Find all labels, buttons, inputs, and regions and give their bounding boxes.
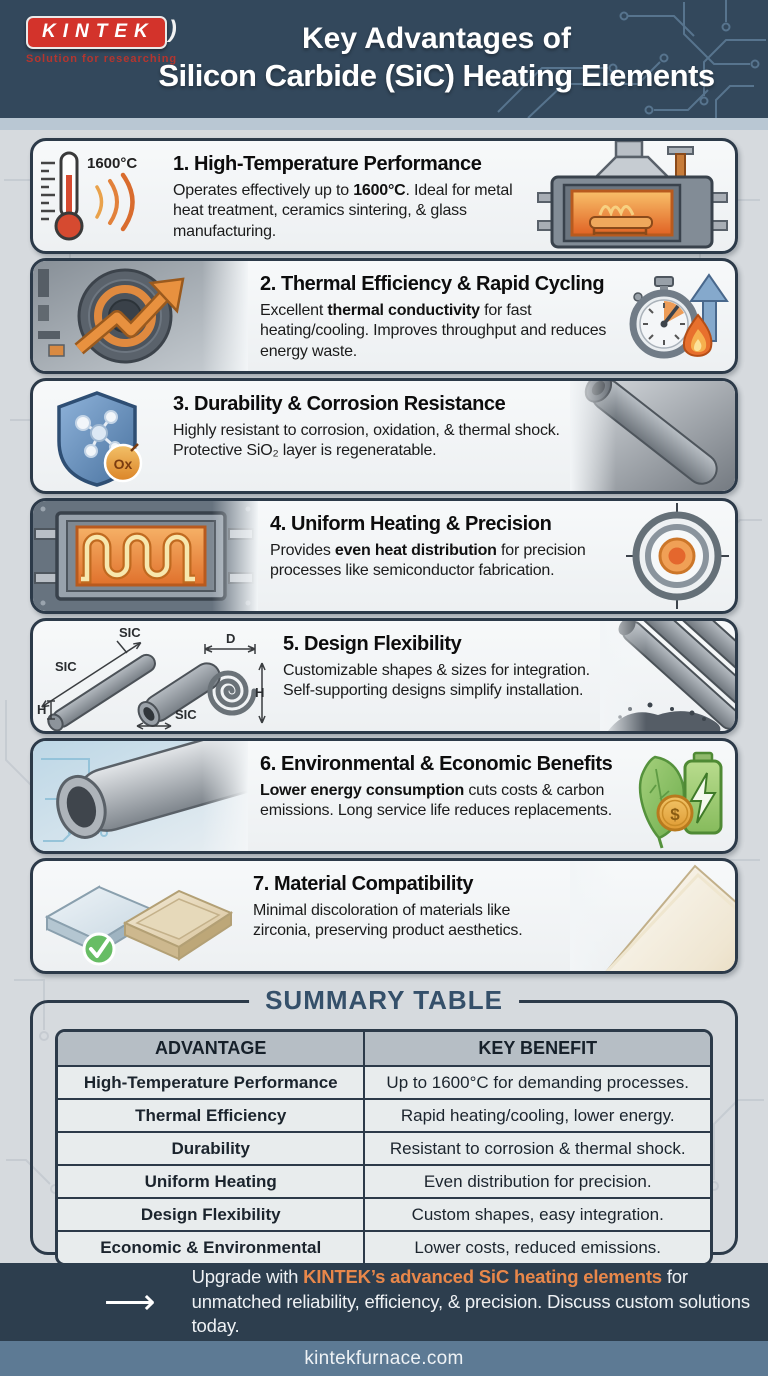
- card-6-body: [260, 781, 621, 822]
- card-5-body: [283, 661, 596, 702]
- card-3-body: [173, 421, 566, 462]
- card-3-title: 3. Durability & Corrosion Resistance: [173, 393, 506, 415]
- leaf-battery-icon: [625, 741, 735, 851]
- column-header-key-benefit: KEY BENEFIT: [364, 1032, 710, 1066]
- header-divider-strip: [0, 118, 768, 130]
- kintek-logo-mark: ): [168, 16, 177, 43]
- sic-tube-photo: [570, 381, 735, 491]
- table-row: [58, 1198, 710, 1231]
- card-environmental: [30, 738, 738, 854]
- page-title: [120, 22, 753, 95]
- table-cell-advantage: Thermal Efficiency: [58, 1099, 364, 1132]
- dollar-coin-label: $: [670, 805, 680, 824]
- thermometer-icon: [33, 141, 161, 251]
- table-cell-advantage: Durability: [58, 1132, 364, 1165]
- card-uniform-heating: [30, 498, 738, 614]
- website-link[interactable]: kintekfurnace.com: [304, 1347, 464, 1369]
- table-cell-benefit: Up to 1600°C for demanding processes.: [364, 1066, 710, 1099]
- cta-highlight: KINTEK’s advanced SiC heating elements: [303, 1266, 662, 1288]
- cta-banner: [0, 1263, 768, 1341]
- table-row: [58, 1132, 710, 1165]
- logo-tagline: Solution for researching: [26, 53, 178, 65]
- card-high-temperature: [30, 138, 738, 254]
- sic-label-top: SIC: [119, 625, 141, 640]
- table-cell-advantage: Design Flexibility: [58, 1198, 364, 1231]
- body-bold: 1600°C: [353, 182, 406, 199]
- right-arrow-icon: ⟶: [104, 1281, 156, 1322]
- target-icon: [620, 501, 735, 611]
- title-line-2: Silicon Carbide (SiC) Heating Elements: [158, 57, 715, 93]
- body-pre: Customizable shapes & sizes for integration. Self-supporting designs simplify installation.: [283, 662, 590, 700]
- card-design-flexibility: [30, 618, 738, 734]
- table-row: [58, 1231, 710, 1263]
- card-4-text: [258, 501, 620, 611]
- card-1-title: 1. High-Temperature Performance: [173, 153, 482, 175]
- website-bar: [0, 1341, 768, 1376]
- card-2-title: 2. Thermal Efficiency & Rapid Cycling: [260, 273, 605, 295]
- table-cell-advantage: High-Temperature Performance: [58, 1066, 364, 1099]
- body-post: . Ideal for metal heat treatment, ceramics sintering, & glass manufacturing.: [173, 182, 513, 240]
- h-label-rod: H: [37, 702, 47, 717]
- card-2-text: [248, 261, 615, 371]
- header: [0, 0, 768, 118]
- card-7-text: [241, 861, 570, 971]
- cta-pre: Upgrade with: [191, 1266, 304, 1288]
- d-label-spiral: D: [226, 631, 236, 646]
- sic-shapes-drawing: [33, 621, 271, 731]
- card-5-text: [271, 621, 600, 731]
- title-line-1: Key Advantages of: [302, 22, 571, 55]
- tubes-powder-photo: [600, 621, 735, 731]
- body-bold: thermal conductivity: [327, 302, 480, 319]
- ox-badge-label: Ox: [113, 456, 133, 472]
- stopwatch-flame-icon: [615, 261, 735, 371]
- summary-section: [30, 985, 738, 1257]
- card-1-text: [161, 141, 530, 251]
- table-cell-benefit: Resistant to corrosion & thermal shock.: [364, 1132, 710, 1165]
- card-2-body: [260, 301, 611, 362]
- heating-coil-image: [33, 501, 258, 611]
- table-row: [58, 1165, 710, 1198]
- column-header-advantage: ADVANTAGE: [58, 1032, 364, 1066]
- table-cell-benefit: Even distribution for precision.: [364, 1165, 710, 1198]
- body-pre: Highly resistant to corrosion, oxidation, & thermal shock. Protective SiO₂ layer is regeneratable.: [173, 422, 560, 460]
- card-6-title: 6. Environmental & Economic Benefits: [260, 753, 613, 775]
- cta-text: [192, 1265, 767, 1338]
- summary-table: [55, 1029, 713, 1266]
- table-cell-advantage: Economic & Environmental: [58, 1231, 364, 1263]
- sic-tube-circuit-image: [33, 741, 248, 851]
- body-pre: Provides: [270, 542, 335, 559]
- thermometer-label: 1600°C: [87, 155, 138, 172]
- body-bold: Lower energy consumption: [260, 782, 465, 799]
- kintek-logo-text: KINTEK: [26, 16, 167, 49]
- table-cell-benefit: Custom shapes, easy integration.: [364, 1198, 710, 1231]
- body-pre: Operates effectively up to: [173, 182, 354, 199]
- table-row: [58, 1099, 710, 1132]
- body-bold: even heat distribution: [334, 542, 497, 559]
- summary-title: SUMMARY TABLE: [249, 985, 519, 1016]
- advantage-cards: [30, 138, 738, 978]
- shield-molecule-icon: [33, 381, 161, 491]
- h-label-spiral: H: [255, 685, 265, 700]
- body-pre: Excellent: [260, 302, 328, 319]
- gauge-arrow-image: [33, 261, 248, 371]
- card-7-title: 7. Material Compatibility: [253, 873, 474, 895]
- ceramic-plates-icon: [33, 861, 241, 971]
- body-post: for fast heating/cooling. Improves throughput and reduces energy waste.: [260, 302, 607, 360]
- card-material-compatibility: [30, 858, 738, 974]
- card-6-text: [248, 741, 625, 851]
- sic-label-tube: SIC: [175, 707, 197, 722]
- card-5-title: 5. Design Flexibility: [283, 633, 462, 655]
- body-post: for precision processes like semiconductor fabrication.: [270, 542, 586, 580]
- table-cell-advantage: Uniform Heating: [58, 1165, 364, 1198]
- body-pre: Minimal discoloration of materials like zirconia, preserving product aesthetics.: [253, 902, 523, 940]
- body-post: cuts costs & carbon emissions. Long service life reduces replacements.: [260, 782, 612, 820]
- cta-post: for unmatched reliability, efficiency, & precision. Discuss custom solutions today.: [191, 1266, 750, 1337]
- table-cell-benefit: Rapid heating/cooling, lower energy.: [364, 1099, 710, 1132]
- furnace-illustration: [530, 141, 735, 251]
- table-cell-benefit: Lower costs, reduced emissions.: [364, 1231, 710, 1263]
- card-durability: [30, 378, 738, 494]
- card-4-title: 4. Uniform Heating & Precision: [270, 513, 552, 535]
- card-1-body: [173, 181, 526, 242]
- card-4-body: [270, 541, 616, 582]
- card-7-body: [253, 901, 566, 942]
- card-3-text: [161, 381, 570, 491]
- sic-label-rod: SIC: [55, 659, 77, 674]
- card-thermal-efficiency: [30, 258, 738, 374]
- zirconia-plate-photo: [570, 861, 735, 971]
- table-row: [58, 1066, 710, 1099]
- table-header-row: [58, 1032, 710, 1066]
